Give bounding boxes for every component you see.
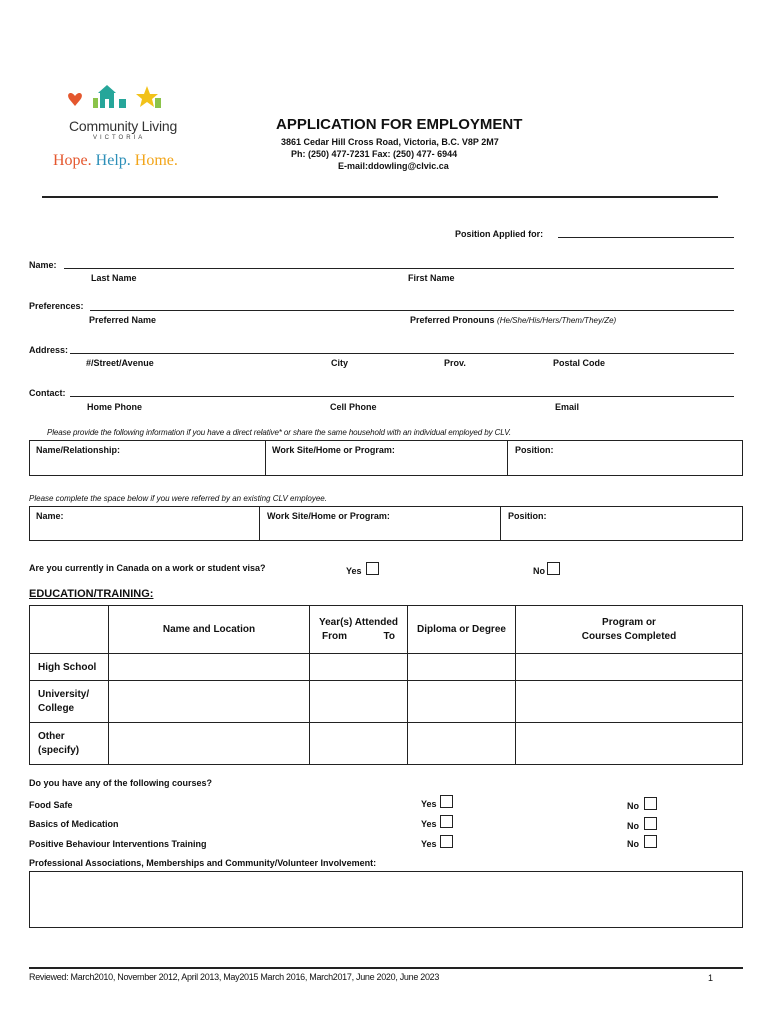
education-heading: EDUCATION/TRAINING: [29,588,154,600]
prov-caption: Prov. [444,358,466,368]
name-label: Name: [29,260,57,270]
course-label-pbit: Positive Behaviour Interventions Training [29,839,207,849]
relative-name-header: Name/Relationship: [36,445,121,455]
course-label-medication: Basics of Medication [29,819,119,829]
preferences-input-line[interactable] [90,310,734,311]
medication-yes-checkbox[interactable] [440,815,453,828]
edu-col-program-1: Program or [602,616,656,628]
pbit-yes-label: Yes [421,839,437,849]
edu-row-label: (specify) [38,744,80,756]
logo-tagline [53,152,178,170]
referral-worksite-header: Work Site/Home or Program: [267,511,390,521]
edu-row-university [30,681,743,723]
visa-question: Are you currently in Canada on a work or student visa? [29,563,266,573]
edu-row-label: Other [38,730,65,742]
referral-name-header: Name: [36,511,64,521]
medication-no-checkbox[interactable] [644,817,657,830]
relative-worksite-header: Work Site/Home or Program: [272,445,395,455]
city-caption: City [331,358,349,368]
edu-col-diploma: Diploma or Degree [417,624,506,635]
visa-no-label: No [533,566,545,576]
postal-code-caption: Postal Code [553,358,606,368]
contact-label: Contact: [29,388,66,398]
food-safe-no-label: No [627,801,639,811]
pbit-yes-checkbox[interactable] [440,835,453,848]
edu-row-other [30,723,743,765]
course-label-food-safe: Food Safe [29,800,73,810]
edu-row-label: High School [38,661,97,673]
last-name-caption: Last Name [91,273,137,283]
home-phone-caption: Home Phone [87,402,143,412]
visa-yes-label: Yes [346,566,362,576]
visa-no-checkbox[interactable] [547,562,560,575]
address-label: Address: [29,345,69,355]
edu-col-to: To [383,630,395,642]
footer-divider [29,967,743,969]
pbit-no-label: No [627,839,639,849]
position-input-line[interactable] [558,237,734,238]
page-number: 1 [708,973,714,983]
edu-col-from: From [322,630,347,642]
logo-graphic-icon [67,84,167,116]
visa-yes-checkbox[interactable] [366,562,379,575]
relative-position-header: Position: [515,445,554,455]
logo-org-sub: VICTORIA [93,135,146,141]
tagline-help: Help. [95,152,131,169]
medication-no-label: No [627,821,639,831]
edu-row-label: University/ [38,688,90,700]
relative-table [29,440,743,476]
edu-col-name: Name and Location [162,624,256,635]
pronouns-options: (He/She/His/Hers/Them/They/Ze) [497,316,617,325]
street-caption: #/Street/Avenue [86,358,154,368]
edu-col-years: Year(s) Attended [318,616,399,628]
food-safe-yes-checkbox[interactable] [440,795,453,808]
org-email: E-mail:ddowling@clvic.ca [338,161,449,171]
referral-position-header: Position: [508,511,547,521]
food-safe-no-checkbox[interactable] [644,797,657,810]
tagline-home: Home. [134,152,178,169]
page-title: APPLICATION FOR EMPLOYMENT [276,116,523,133]
pbit-no-checkbox[interactable] [644,835,657,848]
relative-note: Please provide the following information if you have a direct relative* or share the same household with an individual employed by CLV. [47,428,511,437]
address-input-line[interactable] [70,353,734,354]
tagline-hope: Hope. [53,152,92,169]
referral-table [29,506,743,541]
header-divider [42,196,718,198]
pronouns-label: Preferred Pronouns [410,315,495,325]
first-name-caption: First Name [408,273,455,283]
associations-label: Professional Associations, Memberships and Community/Volunteer Involvement: [29,858,377,868]
footer-reviewed: Reviewed: March2010, November 2012, April 2013, May2015 March 2016, March2017, June 2020, June 2023 [29,972,440,982]
edu-row-high-school [30,654,743,681]
education-table [29,605,743,765]
email-caption: Email [555,402,580,412]
logo [55,84,195,174]
courses-question: Do you have any of the following courses? [29,778,213,788]
org-phone: Ph: (250) 477-7231 Fax: (250) 477- 6944 [291,149,458,159]
edu-row-label: College [38,702,75,714]
cell-phone-caption: Cell Phone [330,402,377,412]
name-input-line[interactable] [64,268,734,269]
preferred-name-caption: Preferred Name [89,315,157,325]
medication-yes-label: Yes [421,819,437,829]
food-safe-yes-label: Yes [421,799,437,809]
preferred-pronouns-caption [410,315,616,325]
preferences-label: Preferences: [29,301,84,311]
logo-org-name: Community Living [69,118,178,134]
position-label: Position Applied for: [455,229,544,239]
edu-col-program-2: Courses Completed [581,630,677,642]
contact-input-line[interactable] [70,396,734,397]
associations-textarea[interactable] [29,871,743,928]
org-address: 3861 Cedar Hill Cross Road, Victoria, B.C. V8P 2M7 [281,137,499,147]
referral-note: Please complete the space below if you were referred by an existing CLV employee. [29,494,327,503]
